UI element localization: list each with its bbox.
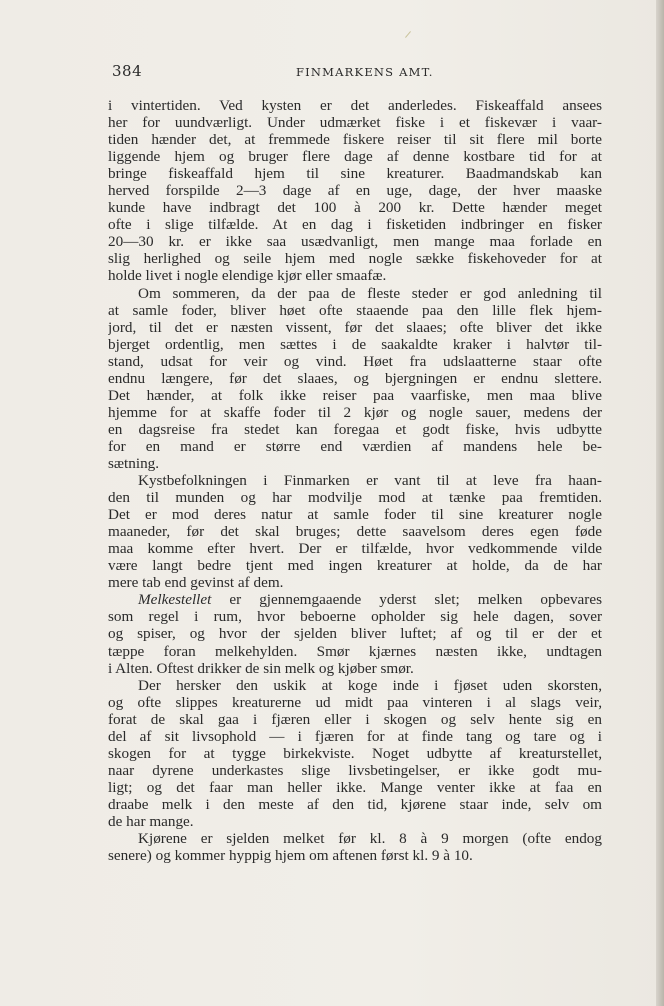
text-line: for en mand er større end værdien af mandens hele be- <box>108 437 602 455</box>
text-line: ofte i slige tilfælde. At en dag i fisketiden indbringer en fisker <box>108 216 602 234</box>
page-edge <box>656 0 664 1006</box>
text-line: liggende hjem og bruger flere dage af denne kostbare tid for at <box>108 148 602 166</box>
text-line: og spiser, og hvor der sjelden bliver luftet; af og til er der et <box>108 625 602 643</box>
text-line: maa komme efter hvert. Der er tilfælde, hvor vedkommende vilde <box>108 540 602 558</box>
page-header <box>112 62 602 82</box>
text-line: tiden hænder det, at fremmede fiskere reiser til sit flere mil borte <box>108 131 602 149</box>
text-line: slig herlighed og seile hjem med nogle sække fiskehoveder for at <box>108 250 602 268</box>
text-line: jord, til det er næsten vissent, før det slaaes; ofte bliver det ikke <box>108 318 602 336</box>
text-line: en dagsreise fra stedet kan foregaa et godt fiske, hvis udbytte <box>108 420 602 438</box>
text-line: her for uundværligt. Under udmærket fiske i et fiskevær i vaar- <box>108 114 602 132</box>
text-line: ligt; og det faar man heller ikke. Mange venter ikke at faa en <box>108 778 602 796</box>
text-line: at samle foder, bliver høet ofte staaende paa den lille flek hjem- <box>108 301 602 319</box>
text-line: naar dyrene underkastes slige livsbetingelser, er ikke godt mu- <box>108 761 602 779</box>
body-text <box>108 97 602 864</box>
text-line: bringe fiskeaffald hjem til sine kreaturer. Baadmandskab kan <box>108 165 602 183</box>
text-line: senere) og kommer hyppig hjem om aftenen først kl. 9 à 10. <box>108 847 473 865</box>
running-head: FINMARKENS AMT. <box>296 65 434 79</box>
text-line: i Alten. Oftest drikker de sin melk og kjøber smør. <box>108 659 414 677</box>
italic-term: Melkestellet <box>138 591 212 609</box>
text-line: skogen for at tygge birkekviste. Noget udbytte af kreaturstellet, <box>108 744 602 762</box>
text-line: være langt bedre tjent med ingen kreaturer at holde, da de har <box>108 557 602 575</box>
text-line: stand, udsat for veir og vind. Høet fra udslaatterne staar ofte <box>108 352 602 370</box>
text-line: i vintertiden. Ved kysten er det anderledes. Fiskeaffald ansees <box>108 97 602 114</box>
text-line: sætning. <box>108 454 160 472</box>
text-line: bjerget ordentlig, men sættes i de saakaldte kraker i halvtør til- <box>108 335 602 353</box>
text-line: kunde have indbragt det 100 à 200 kr. Dette hænder meget <box>108 199 602 217</box>
text-line: de har mange. <box>108 812 194 830</box>
text-line: tæppe foran melkehylden. Smør kjærnes næsten ikke, undtagen <box>108 642 602 660</box>
page-number: 384 <box>112 62 143 80</box>
text-line: mere tab end gevinst af dem. <box>108 574 284 592</box>
text-line: forat de skal gaa i fjæren eller i skogen og selv hente sig en <box>108 710 602 728</box>
text-line: Kjørene er sjelden melket før kl. 8 à 9 morgen (ofte endog <box>138 830 602 848</box>
text-line: Der hersker den uskik at koge inde i fjøset uden skorsten, <box>138 676 602 694</box>
text-line: Kystbefolkningen i Finmarken er vant til at leve fra haan- <box>138 472 602 490</box>
text-line: draabe melk i den meste af den tid, kjørene staar inde, selv om <box>108 795 602 813</box>
text-line: og ofte slippes kreaturerne ud midt paa vinteren i al slags veir, <box>108 693 602 711</box>
text-line: maaneder, før det skal bruges; dette saavelsom deres egen føde <box>108 523 602 541</box>
text-line: Det er mod deres natur at samle foder til sine kreaturer nogle <box>108 506 602 524</box>
text-line: herved forspilde 2—3 dage af en uge, dage, der hver maaske <box>108 182 602 200</box>
text-line: Det hænder, at folk ikke reiser paa vaarfiske, men maa blive <box>108 386 602 404</box>
text-line: del af sit livsophold — i fjæren for at finde tang og tare og i <box>108 727 602 745</box>
text-line <box>108 591 602 608</box>
text-line: holde livet i nogle elendige kjør eller smaafæ. <box>108 267 387 285</box>
text-line: hjemme for at skaffe foder til 2 kjør og nogle sauer, medens der <box>108 403 602 421</box>
text-line: Om sommeren, da der paa de fleste steder er god anledning til <box>138 284 602 302</box>
text-line: 20—30 kr. er ikke saa usædvanligt, men mange maa forlade en <box>108 233 602 251</box>
text-line: som regel i rum, hvor beboerne opholder sig hele dagen, sover <box>108 608 602 626</box>
text-line-rest: er gjennemgaaende yderst slet; melken opbevares <box>211 591 602 609</box>
pencil-mark <box>405 31 411 38</box>
text-line: endnu længere, før det slaaes, og bjergningen er endnu slettere. <box>108 369 602 387</box>
text-line: den til munden og har modvilje mod at tænke paa fremtiden. <box>108 489 602 507</box>
